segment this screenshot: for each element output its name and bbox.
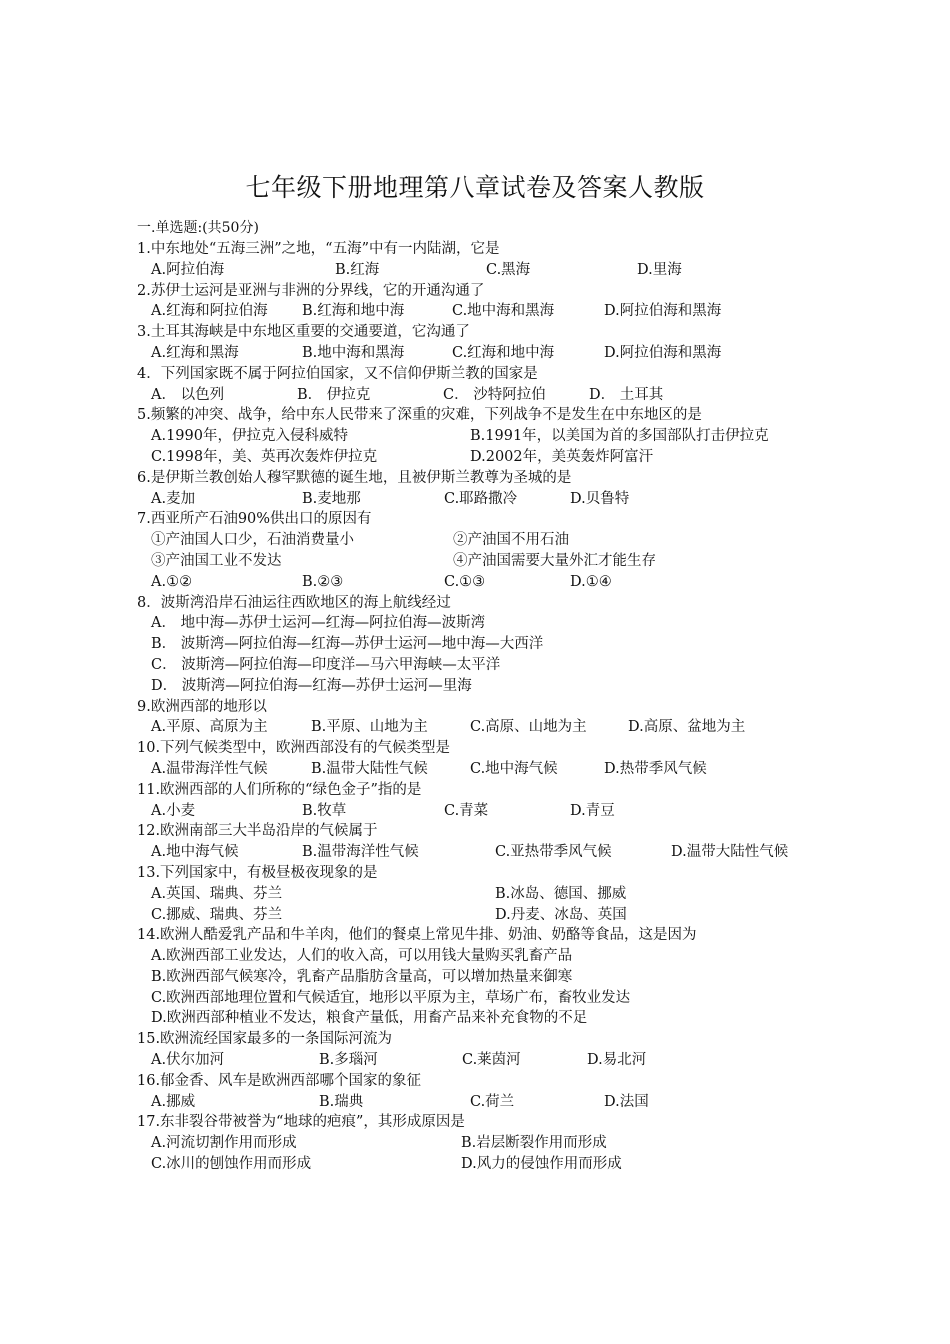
option-text: C.1998年，美、英再次轰炸伊拉克 (151, 448, 378, 465)
option-text: A.红海和阿拉伯海 (151, 303, 268, 320)
option-text: A． 地中海—苏伊士运河—红海—阿拉伯海—波斯湾 (151, 615, 486, 632)
question-line (137, 364, 837, 385)
option-text: D.阿拉伯海和黑海 (604, 344, 722, 361)
question-text: 5.频繁的冲突、战争，给中东人民带来了深重的灾难，下列战争不是发生在中东地区的是 (137, 407, 702, 424)
option-text: D.阿拉伯海和黑海 (604, 303, 722, 320)
question-line (137, 322, 837, 343)
question-line (137, 405, 837, 426)
option-line (137, 1008, 837, 1029)
option-text: C.莱茵河 (462, 1052, 521, 1069)
option-text: B.地中海和黑海 (302, 344, 405, 361)
option-line (137, 1092, 837, 1113)
option-text: A． 以色列 (151, 386, 225, 403)
option-text: C.亚热带季风气候 (495, 844, 612, 861)
question-line (137, 281, 837, 302)
option-text: D.易北河 (587, 1052, 647, 1069)
option-text: A.地中海气候 (151, 844, 239, 861)
option-text: D.高原、盆地为主 (628, 719, 746, 736)
option-text: D.里海 (637, 261, 682, 278)
option-line (137, 426, 837, 447)
option-text: B.冰岛、德国、挪威 (495, 885, 627, 902)
option-line (137, 385, 837, 406)
question-text: 6.是伊斯兰教创始人穆罕默德的诞生地，且被伊斯兰教尊为圣城的是 (137, 469, 572, 486)
option-text: D.法国 (604, 1093, 649, 1110)
question-text: 15.欧洲流经国家最多的一条国际河流为 (137, 1031, 393, 1048)
question-text: 13.下列国家中，有极昼极夜现象的是 (137, 864, 378, 881)
question-line (137, 863, 837, 884)
option-text: ①产油国人口少，石油消费量小 (151, 532, 354, 549)
option-text: C.黑海 (486, 261, 531, 278)
option-text: B.麦地那 (302, 490, 361, 507)
option-text: D.热带季风气候 (604, 760, 707, 777)
question-text: 4．下列国家既不属于阿拉伯国家，又不信仰伊斯兰教的国家是 (137, 365, 538, 382)
option-text: C.荷兰 (470, 1093, 515, 1110)
option-line (137, 1133, 837, 1154)
option-text: B． 波斯湾—阿拉伯海—红海—苏伊士运河—地中海—大西洋 (151, 636, 544, 653)
option-line (137, 842, 837, 863)
question-list (137, 239, 837, 1175)
question-text: 10.下列气候类型中，欧洲西部没有的气候类型是 (137, 740, 451, 757)
option-text: A.红海和黑海 (151, 344, 239, 361)
option-line (137, 884, 837, 905)
option-text: A.欧洲西部工业发达，人们的收入高，可以用钱大量购买乳畜产品 (151, 948, 573, 965)
option-text: B.红海 (335, 261, 380, 278)
option-text: B.平原、山地为主 (311, 719, 428, 736)
question-text: 11.欧洲西部的人们所称的“绿色金子”指的是 (137, 781, 422, 798)
option-line (137, 655, 837, 676)
option-text: D.温带大陆性气候 (671, 844, 789, 861)
option-text: A.伏尔加河 (151, 1052, 225, 1069)
question-text: 8．波斯湾沿岸石油运往西欧地区的海上航线经过 (137, 594, 451, 611)
option-text: C.高原、山地为主 (470, 719, 587, 736)
option-text: C.红海和地中海 (452, 344, 555, 361)
question-line (137, 593, 837, 614)
option-text: A.平原、高原为主 (151, 719, 268, 736)
question-text: 9.欧洲西部的地形以 (137, 698, 267, 715)
option-line (137, 1050, 837, 1071)
option-text: A.麦加 (151, 490, 196, 507)
option-text: D.①④ (570, 573, 612, 590)
option-line (137, 613, 837, 634)
option-text: C． 沙特阿拉伯 (443, 386, 546, 403)
option-text: A.阿拉伯海 (151, 261, 225, 278)
option-text: D． 波斯湾—阿拉伯海—红海—苏伊士运河—里海 (151, 677, 472, 694)
option-line (137, 301, 837, 322)
question-text: 14.欧洲人酷爱乳产品和牛羊肉，他们的餐桌上常见牛排、奶油、奶酪等食品，这是因为 (137, 927, 697, 944)
option-line (137, 530, 837, 551)
option-line (137, 967, 837, 988)
option-text: B.温带海洋性气候 (302, 844, 419, 861)
option-text: A.①② (151, 573, 193, 590)
option-text: A.挪威 (151, 1093, 196, 1110)
option-text: D.贝鲁特 (570, 490, 630, 507)
question-text: 1.中东地处“五海三洲”之地，“五海”中有一内陆湖，它是 (137, 241, 500, 257)
document-title: 七年级下册地理第八章试卷及答案人教版 (245, 173, 705, 202)
option-text: C.欧洲西部地理位置和气候适宜，地形以平原为主，草场广布，畜牧业发达 (151, 989, 631, 1006)
question-line (137, 1071, 837, 1092)
option-line (137, 759, 837, 780)
option-text: D.青豆 (570, 802, 615, 819)
option-line (137, 905, 837, 926)
option-text: B.欧洲西部气候寒冷，乳畜产品脂肪含量高，可以增加热量来御寒 (151, 968, 573, 985)
option-line (137, 634, 837, 655)
question-text: 3.土耳其海峡是中东地区重要的交通要道，它沟通了 (137, 324, 470, 341)
option-text: D.2002年，美英轰炸阿富汗 (470, 448, 654, 465)
option-text: B.②③ (302, 573, 344, 590)
option-text: C.地中海和黑海 (452, 303, 555, 320)
question-line (137, 780, 837, 801)
option-line (137, 489, 837, 510)
option-line (137, 717, 837, 738)
option-text: A.小麦 (151, 802, 196, 819)
option-text: C.青菜 (444, 802, 489, 819)
option-text: B.多瑙河 (319, 1052, 378, 1069)
question-text: 7.西亚所产石油90%供出口的原因有 (137, 511, 372, 528)
option-text: B． 伊拉克 (297, 386, 371, 403)
question-text: 16.郁金香、风车是欧洲西部哪个国家的象征 (137, 1072, 422, 1089)
option-text: B.红海和地中海 (302, 303, 405, 320)
option-text: B.岩层断裂作用而形成 (461, 1135, 607, 1152)
question-line (137, 1112, 837, 1133)
option-text: A.河流切割作用而形成 (151, 1135, 297, 1152)
option-text: C． 波斯湾—阿拉伯海—印度洋—马六甲海峡—太平洋 (151, 656, 501, 673)
option-line (137, 260, 837, 281)
option-text: B.牧草 (302, 802, 347, 819)
option-text: ③产油国工业不发达 (151, 552, 282, 569)
question-line (137, 509, 837, 530)
option-line (137, 447, 837, 468)
option-text: ②产油国不用石油 (453, 532, 569, 549)
question-line (137, 468, 837, 489)
option-text: B.1991年，以美国为首的多国部队打击伊拉克 (470, 428, 769, 445)
option-text: C.①③ (444, 573, 486, 590)
question-text: 17.东非裂谷带被誉为“地球的疤痕”，其形成原因是 (137, 1114, 465, 1131)
option-text: A.英国、瑞典、芬兰 (151, 885, 283, 902)
option-text: D． 土耳其 (589, 386, 664, 403)
option-text: C.冰川的刨蚀作用而形成 (151, 1156, 312, 1173)
question-line (137, 821, 837, 842)
option-text: D.欧洲西部种植业不发达，粮食产量低，用畜产品来补充食物的不足 (151, 1010, 588, 1027)
option-text: C.地中海气候 (470, 760, 558, 777)
option-line (137, 572, 837, 593)
option-line (137, 988, 837, 1009)
option-line (137, 1154, 837, 1175)
option-text: B.温带大陆性气候 (311, 760, 428, 777)
question-text: 12.欧洲南部三大半岛沿岸的气候属于 (137, 823, 378, 840)
question-line (137, 925, 837, 946)
option-text: D.风力的侵蚀作用而形成 (461, 1156, 622, 1173)
question-line (137, 1029, 837, 1050)
question-line (137, 239, 837, 260)
question-text: 2.苏伊士运河是亚洲与非洲的分界线，它的开通沟通了 (137, 282, 485, 299)
question-line (137, 697, 837, 718)
option-line (137, 946, 837, 967)
option-line (137, 676, 837, 697)
option-text: D.丹麦、冰岛、英国 (495, 906, 627, 923)
option-line (137, 343, 837, 364)
option-text: ④产油国需要大量外汇才能生存 (453, 552, 656, 569)
section-heading: 一.单选题:(共50分) (137, 220, 259, 236)
question-line (137, 738, 837, 759)
option-text: B.瑞典 (319, 1093, 364, 1110)
option-text: A.1990年，伊拉克入侵科威特 (151, 428, 348, 445)
option-text: A.温带海洋性气候 (151, 760, 268, 777)
option-text: C.耶路撒冷 (444, 490, 518, 507)
option-line (137, 801, 837, 822)
option-line (137, 551, 837, 572)
option-text: C.挪威、瑞典、芬兰 (151, 906, 283, 923)
